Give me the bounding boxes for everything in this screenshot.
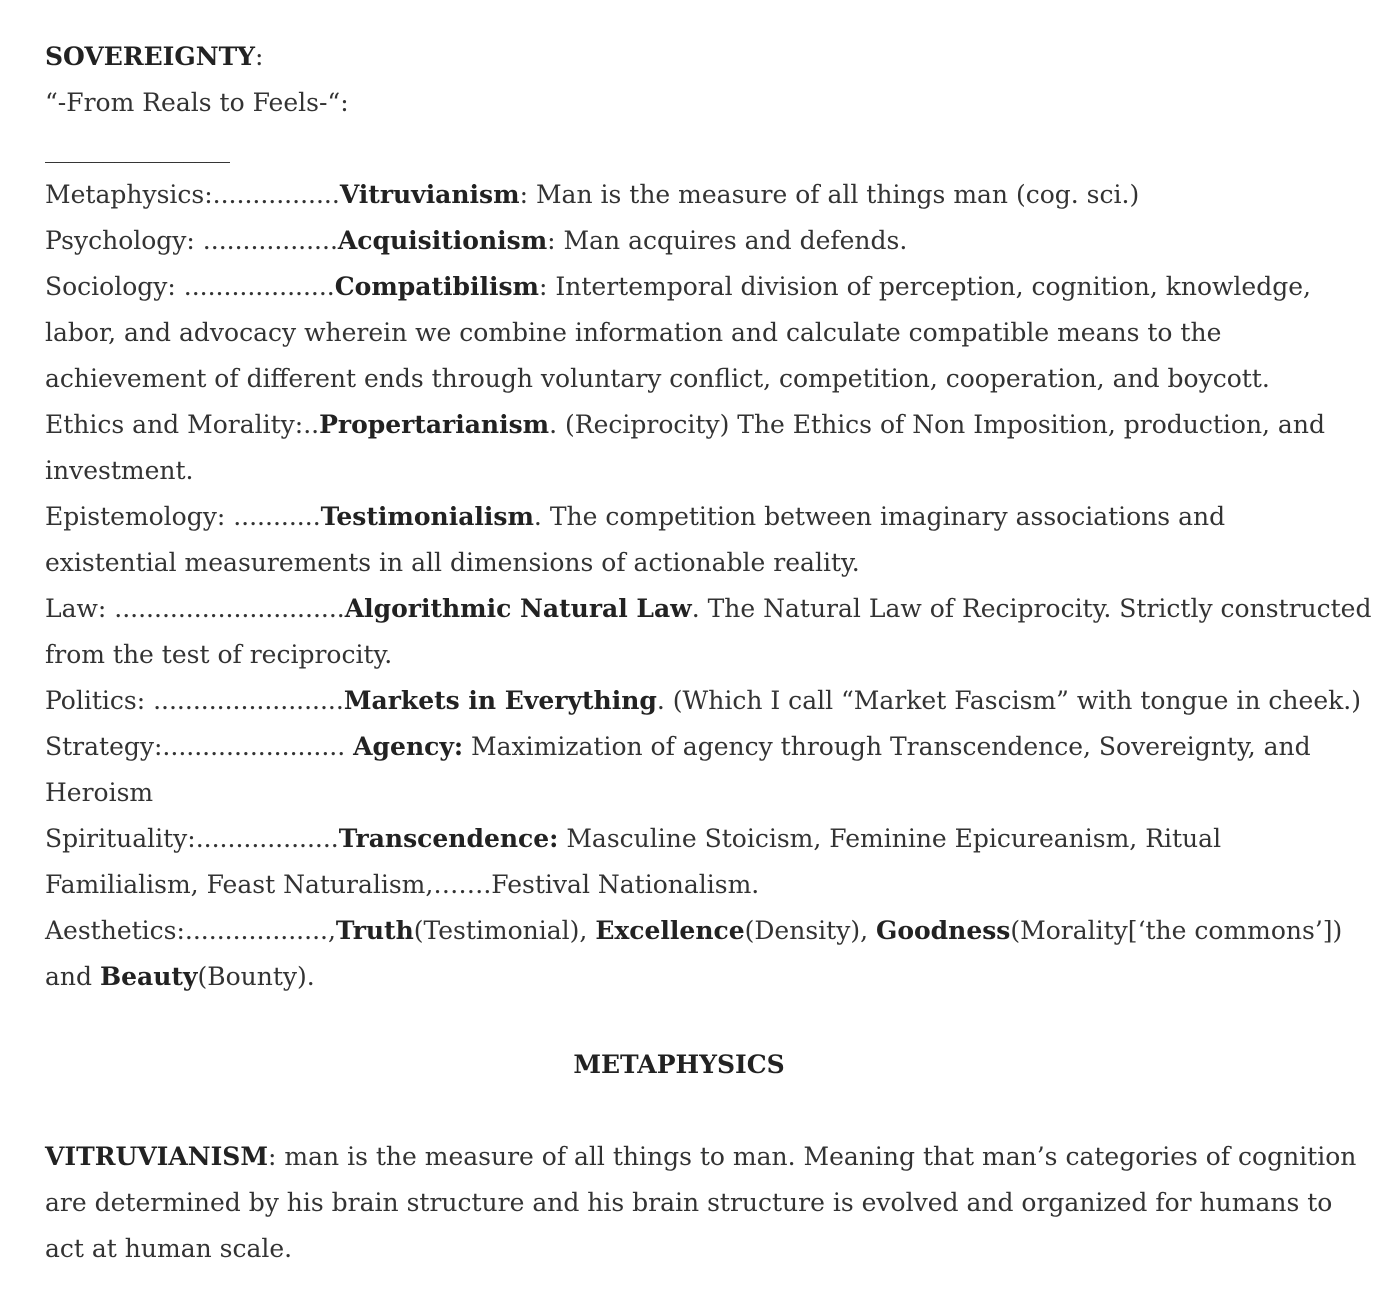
entry-field: Metaphysics:................	[45, 180, 340, 209]
entry-field: Ethics and Morality:..	[45, 410, 320, 439]
entry-aesthetics-cont	[45, 954, 1345, 1000]
entry-ethics-cont: investment.	[45, 456, 194, 485]
entry-term: Propertarianism	[319, 410, 550, 439]
entry-field: Strategy:.......................	[45, 732, 354, 761]
and-text: and	[45, 962, 100, 991]
entry-term: Agency:	[353, 732, 464, 761]
entry-aesthetics	[45, 908, 1345, 954]
entry-spirituality-cont: Familialism, Feast Naturalism,…….Festival Nationalism.	[45, 870, 760, 899]
entry-field: Aesthetics:..................,	[45, 916, 336, 945]
entry-sociology	[45, 264, 1345, 310]
entry-desc: . The competition between imaginary associations and	[533, 502, 1226, 531]
entry-psychology	[45, 218, 1345, 264]
entry-strategy-cont: Heroism	[45, 778, 154, 807]
term-goodness: Goodness	[875, 916, 1011, 945]
paren-truth: (Testimonial),	[413, 916, 596, 945]
divider-rule: ________________	[45, 134, 229, 163]
entry-term: Testimonialism	[320, 502, 534, 531]
term-beauty: Beauty	[99, 962, 198, 991]
entry-field: Sociology: ...................	[45, 272, 335, 301]
entry-term: Acquisitionism	[337, 226, 548, 255]
definition-text: : man is the measure of all things to man. Meaning that man’s categories of cognition	[268, 1142, 1357, 1171]
entry-desc: : Intertemporal division of perception, cognition, knowledge,	[539, 272, 1311, 301]
definition-line	[45, 1134, 1357, 1180]
entry-desc: Maximization of agency through Transcendence, Sovereignty, and	[463, 732, 1311, 761]
entry-desc: Masculine Stoicism, Feminine Epicureanism, Ritual	[558, 824, 1222, 853]
article-body	[45, 34, 1372, 1000]
entry-spirituality	[45, 816, 1345, 862]
entry-term: Compatibilism	[334, 272, 540, 301]
entry-term: Algorithmic Natural Law	[344, 594, 692, 623]
title-text: SOVEREIGNTY	[45, 42, 256, 71]
entry-desc: . The Natural Law of Reciprocity. Strictly constructed	[691, 594, 1372, 623]
title-colon: :	[255, 42, 264, 71]
entry-field: Spirituality:..................	[45, 824, 339, 853]
definition-line: are determined by his brain structure and his brain structure is evolved and organized for humans to	[45, 1188, 1333, 1217]
term-truth: Truth	[335, 916, 414, 945]
entry-field: Epistemology: ...........	[45, 502, 321, 531]
entry-law-cont: from the test of reciprocity.	[45, 640, 393, 669]
term-excellence: Excellence	[595, 916, 745, 945]
definition-paragraph	[45, 1134, 1357, 1272]
paren-goodness: (Morality[‘the commons’])	[1010, 916, 1343, 945]
entry-term: Transcendence:	[338, 824, 559, 853]
entry-epistemology	[45, 494, 1345, 540]
entry-sociology-cont: labor, and advocacy wherein we combine information and calculate compatible means to the	[45, 318, 1222, 347]
entry-term: Markets in Everything	[343, 686, 657, 715]
entry-desc: : Man acquires and defends.	[547, 226, 908, 255]
entry-field: Politics: ........................	[45, 686, 344, 715]
entry-metaphysics	[45, 172, 1345, 218]
entry-strategy	[45, 724, 1345, 770]
entry-desc: . (Which I call “Market Fascism” with tongue in cheek.)	[656, 686, 1361, 715]
entry-law	[45, 586, 1372, 632]
entry-politics	[45, 678, 1361, 724]
paren-excellence: (Density),	[744, 916, 876, 945]
definition-term: VITRUVIANISM	[45, 1142, 269, 1171]
section-heading: METAPHYSICS	[573, 1050, 785, 1079]
entry-epistemology-cont: existential measurements in all dimensions of actionable reality.	[45, 548, 860, 577]
entry-sociology-cont: achievement of different ends through voluntary conflict, competition, cooperation, and boycott.	[45, 364, 1270, 393]
page-title	[45, 34, 1345, 80]
entry-term: Vitruvianism	[339, 180, 520, 209]
definition-line: act at human scale.	[45, 1234, 293, 1263]
paren-beauty: (Bounty).	[197, 962, 315, 991]
entry-desc: : Man is the measure of all things man (cog. sci.)	[519, 180, 1140, 209]
entry-desc: . (Reciprocity) The Ethics of Non Imposition, production, and	[549, 410, 1325, 439]
entry-ethics	[45, 402, 1345, 448]
entry-field: Psychology: .................	[45, 226, 338, 255]
subtitle: “-From Reals to Feels-“:	[45, 88, 349, 117]
entry-field: Law: .............................	[45, 594, 345, 623]
